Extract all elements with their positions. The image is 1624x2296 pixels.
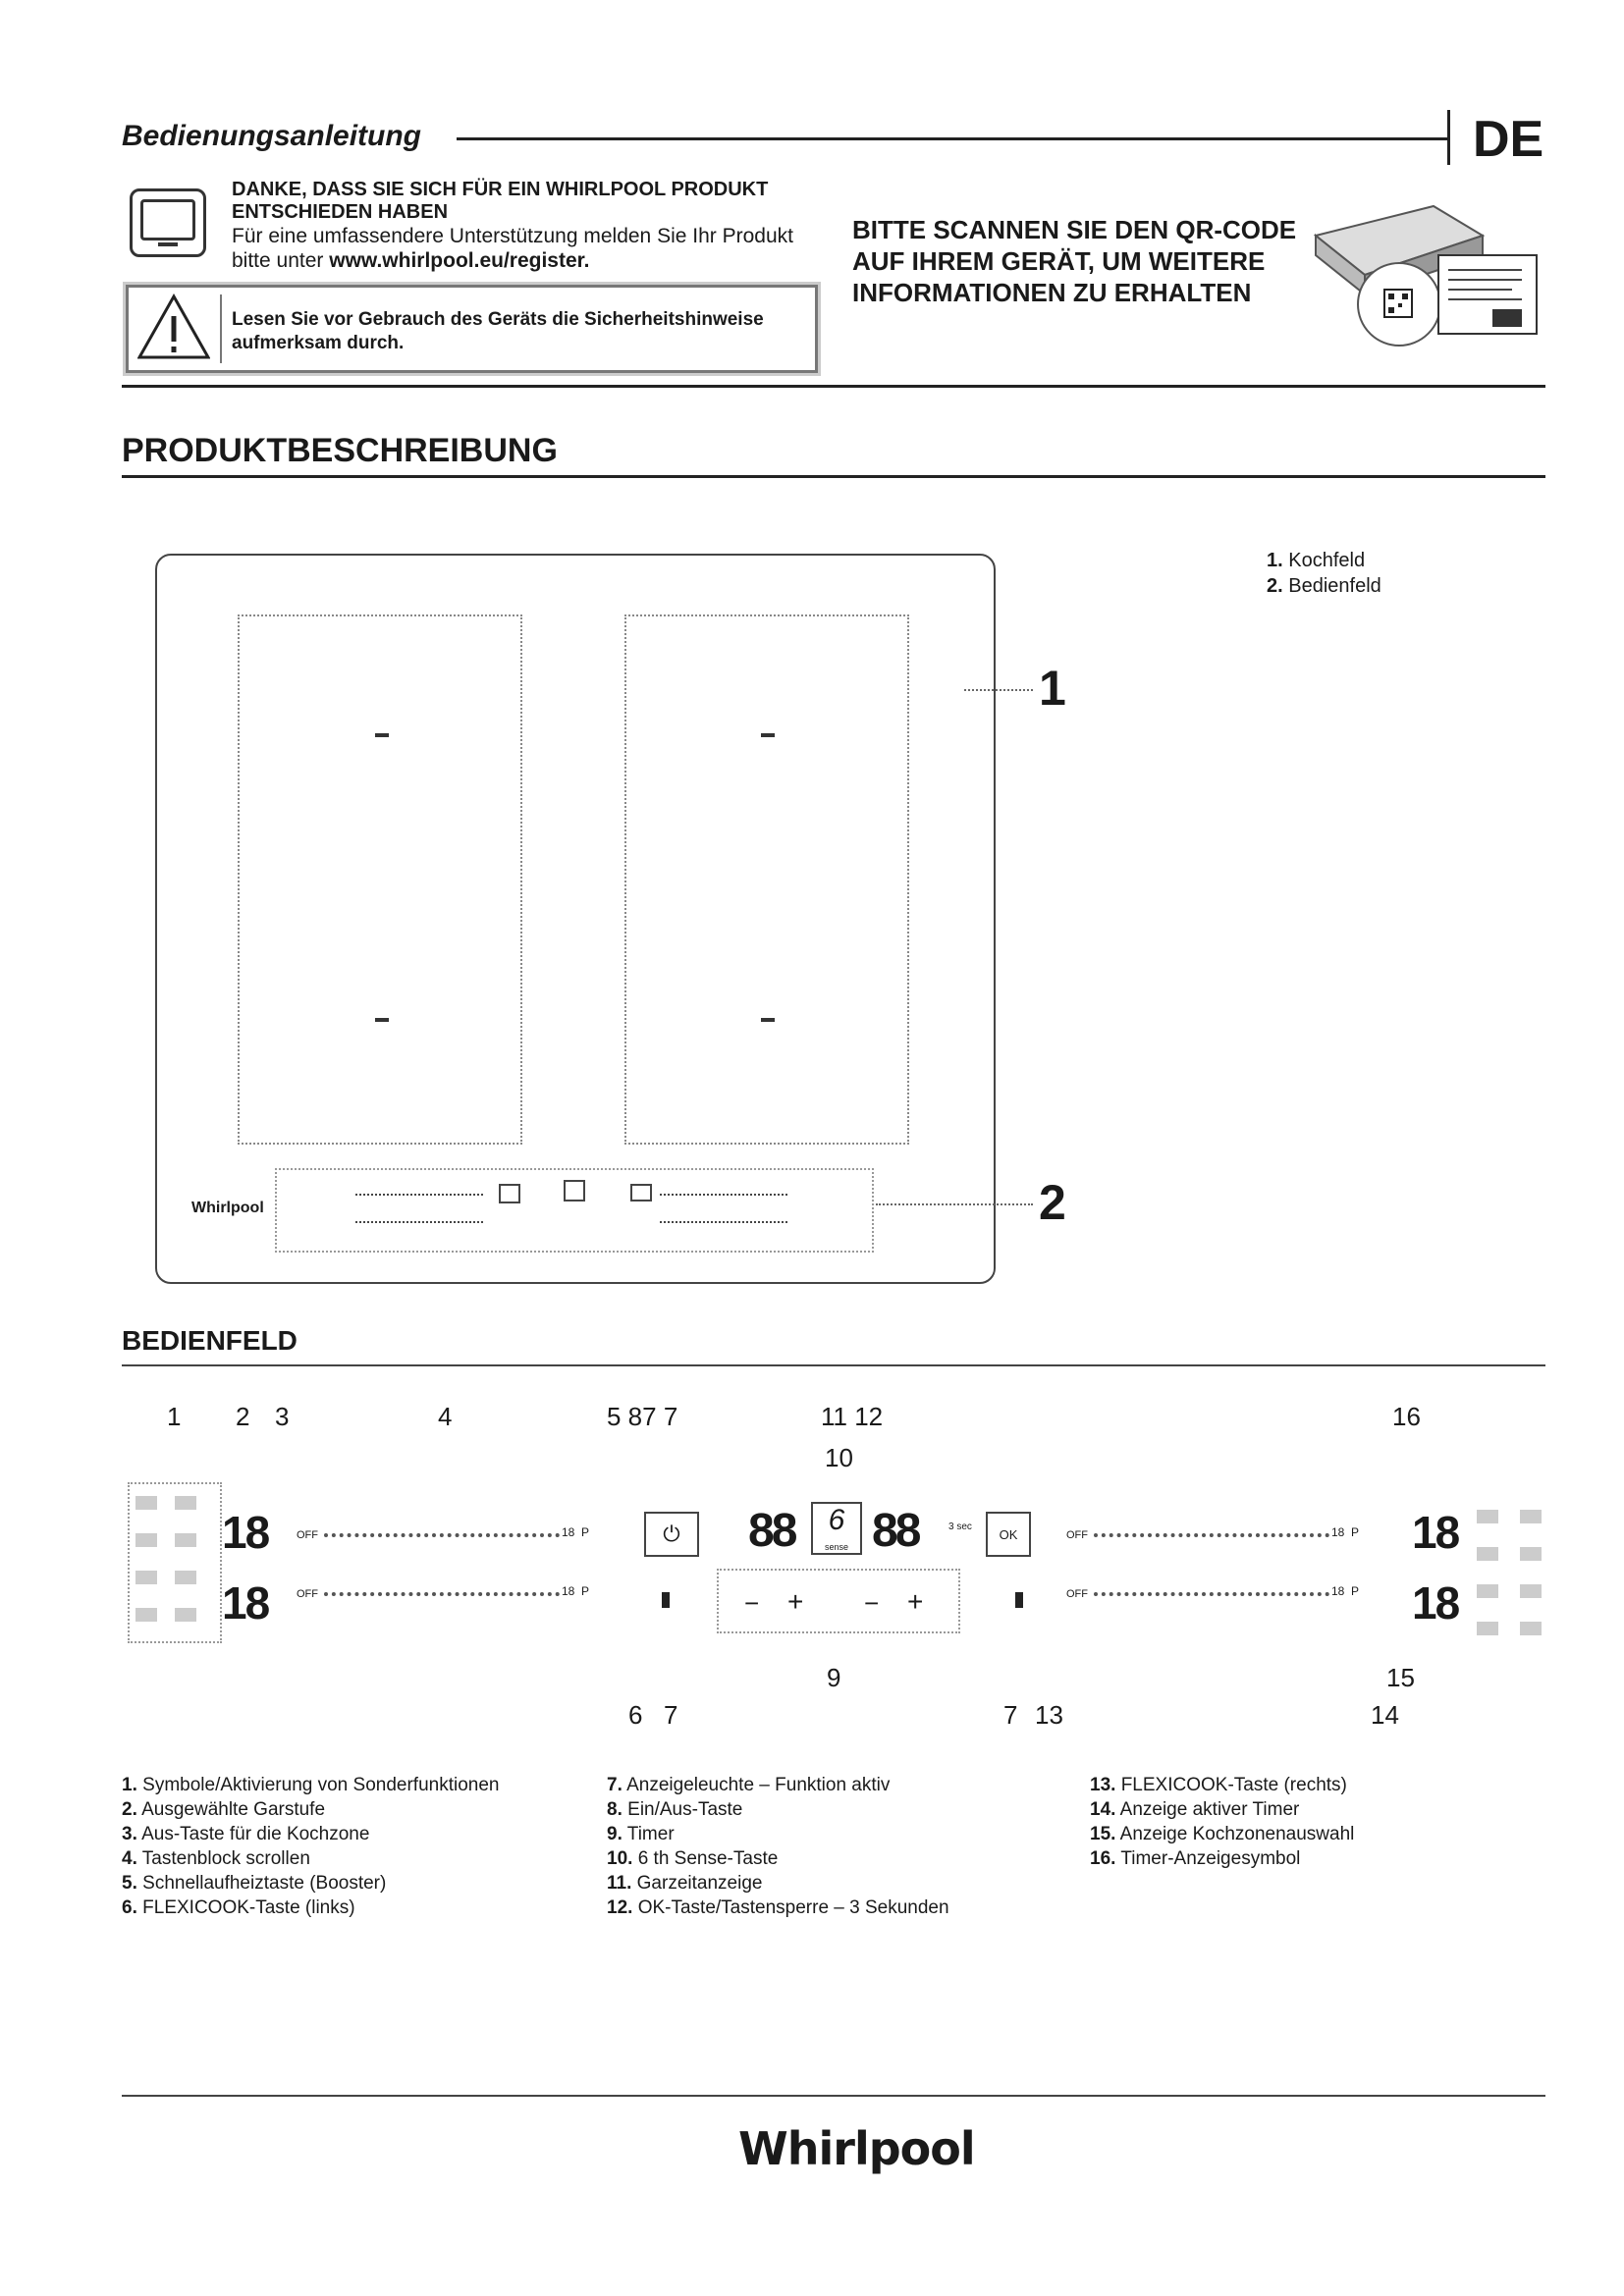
zone-marker [375,733,389,737]
legend-item: 13. FLEXICOOK-Taste (rechts) [1090,1775,1347,1795]
legend-item: 2. Bedienfeld [1267,575,1381,597]
cp-label: 5 87 7 [607,1402,678,1431]
timer-plus-button[interactable]: + [787,1586,804,1617]
flexicook-right-button[interactable] [1015,1592,1023,1608]
cp-label: 4 [438,1402,453,1431]
legend-item: 6. FLEXICOOK-Taste (links) [122,1897,355,1918]
level-display: 18 [222,1507,269,1558]
warning-divider [220,294,222,363]
off-label: OFF [297,1529,318,1541]
level-display: 18 [1412,1507,1459,1558]
warning-icon [137,293,210,361]
cp-label: 11 12 [821,1402,884,1431]
cooking-zone-left [238,614,522,1145]
legend-item: 15. Anzeige Kochzonenauswahl [1090,1824,1355,1844]
legend-item: 5. Schnellaufheiztaste (Booster) [122,1873,387,1894]
legend-item: 14. Anzeige aktiver Timer [1090,1799,1300,1820]
power-slider[interactable] [324,1592,560,1596]
legend-item: 8. Ein/Aus-Taste [607,1799,743,1820]
thanks-heading: DANKE, DASS SIE SICH FÜR EIN WHIRLPOOL PRODUKT ENTSCHIEDEN HABEN [232,179,769,223]
product-heading: PRODUKTBESCHREIBUNG [122,432,558,469]
document-title: Bedienungsanleitung [122,120,422,152]
power-icon: ⏻ [663,1522,680,1546]
control-legend-col-1 [122,1773,583,1920]
legend-item: 3. Aus-Taste für die Kochzone [122,1824,370,1844]
lock-hint: 3 sec [948,1522,972,1532]
slider-max-label: 18 P [1331,1584,1360,1598]
legend-item: 7. Anzeigeleuchte – Funktion aktiv [607,1775,891,1795]
header-divider [1447,110,1450,165]
section-rule [122,385,1545,388]
legend-item: 2. Ausgewählte Garstufe [122,1799,326,1820]
power-slider[interactable] [324,1533,560,1537]
power-button[interactable] [644,1512,699,1557]
timer-block [717,1569,960,1633]
product-legend [1267,548,1381,599]
zone-marker [761,733,775,737]
cp-label: 6 [628,1700,643,1730]
legend-item: 12. OK-Taste/Tastensperre – 3 Sekunden [607,1897,949,1918]
monitor-icon [130,188,206,257]
cp-label: 2 [236,1402,250,1431]
cp-label: 1 [167,1402,182,1431]
footer-brand-logo: Whirlpool [738,2122,975,2175]
section-rule [122,475,1545,478]
timer-plus-button[interactable]: + [907,1586,924,1617]
zone-marker [761,1018,775,1022]
cp-label: 10 [825,1443,853,1472]
cooking-zone-right [624,614,909,1145]
appliance-qr-label-illustration [1306,196,1551,353]
legend-item: 1. Kochfeld [1267,550,1366,571]
cp-label: 13 [1035,1700,1063,1730]
header-rule [457,137,1448,140]
special-functions-block-right [1473,1504,1547,1641]
cook-time-display: 88 [872,1505,919,1557]
callout-1: 1 [1039,661,1066,716]
slider-max-label: 18 P [562,1584,590,1598]
zone-marker [375,1018,389,1022]
register-text: Für eine umfassendere Unterstützung melden Sie Ihr Produkt bitte unter [232,225,793,272]
timer-minus-button[interactable]: − [864,1588,880,1618]
cp-label: 7 [1003,1700,1018,1730]
off-label: OFF [1066,1588,1088,1600]
cp-label: 14 [1371,1700,1399,1730]
cp-label: 16 [1392,1402,1421,1431]
cook-time-display: 88 [748,1505,795,1557]
footer-rule [122,2095,1545,2097]
legend-item: 1. Symbole/Aktivierung von Sonderfunktionen [122,1775,500,1795]
special-functions-block [128,1482,222,1643]
safety-warning-text: Lesen Sie vor Gebrauch des Geräts die Sicherheitshinweise aufmerksam durch. [232,309,764,353]
flexicook-left-button[interactable] [662,1592,670,1608]
off-label: OFF [1066,1529,1088,1541]
slider-max-label: 18 P [562,1525,590,1539]
cp-label: 3 [275,1402,290,1431]
thanks-text [232,224,821,273]
ok-button[interactable]: OK [986,1512,1031,1557]
power-slider[interactable] [1094,1533,1329,1537]
cp-label: 9 [827,1663,841,1692]
sixth-sense-button[interactable]: 6 sense [811,1502,862,1555]
cp-label: 15 [1386,1663,1415,1692]
language-code: DE [1473,111,1544,168]
slider-max-label: 18 P [1331,1525,1360,1539]
callout-line [876,1203,1033,1205]
legend-item: 9. Timer [607,1824,675,1844]
legend-item: 10. 6 th Sense-Taste [607,1848,779,1869]
mini-control-panel [275,1168,874,1253]
control-legend-col-3 [1090,1773,1542,1871]
qr-heading: BITTE SCANNEN SIE DEN QR-CODE AUF IHREM GERÄT, UM WEITERE INFORMATIONEN ZU ERHALTEN [852,215,1297,307]
legend-item: 16. Timer-Anzeigesymbol [1090,1848,1301,1869]
hob-brand-logo: Whirlpool [191,1200,264,1216]
power-slider[interactable] [1094,1592,1329,1596]
callout-2: 2 [1039,1175,1066,1230]
legend-item: 11. Garzeitanzeige [607,1873,763,1894]
register-link[interactable]: www.whirlpool.eu/register. [329,249,590,272]
cp-label: 7 [664,1700,678,1730]
legend-item: 4. Tastenblock scrollen [122,1848,310,1869]
control-legend-col-2 [607,1773,1068,1920]
off-label: OFF [297,1588,318,1600]
section-rule [122,1364,1545,1366]
callout-line [964,689,1033,691]
control-panel-heading: BEDIENFELD [122,1325,298,1356]
timer-minus-button[interactable]: − [744,1588,760,1618]
level-display: 18 [222,1577,269,1629]
level-display: 18 [1412,1577,1459,1629]
